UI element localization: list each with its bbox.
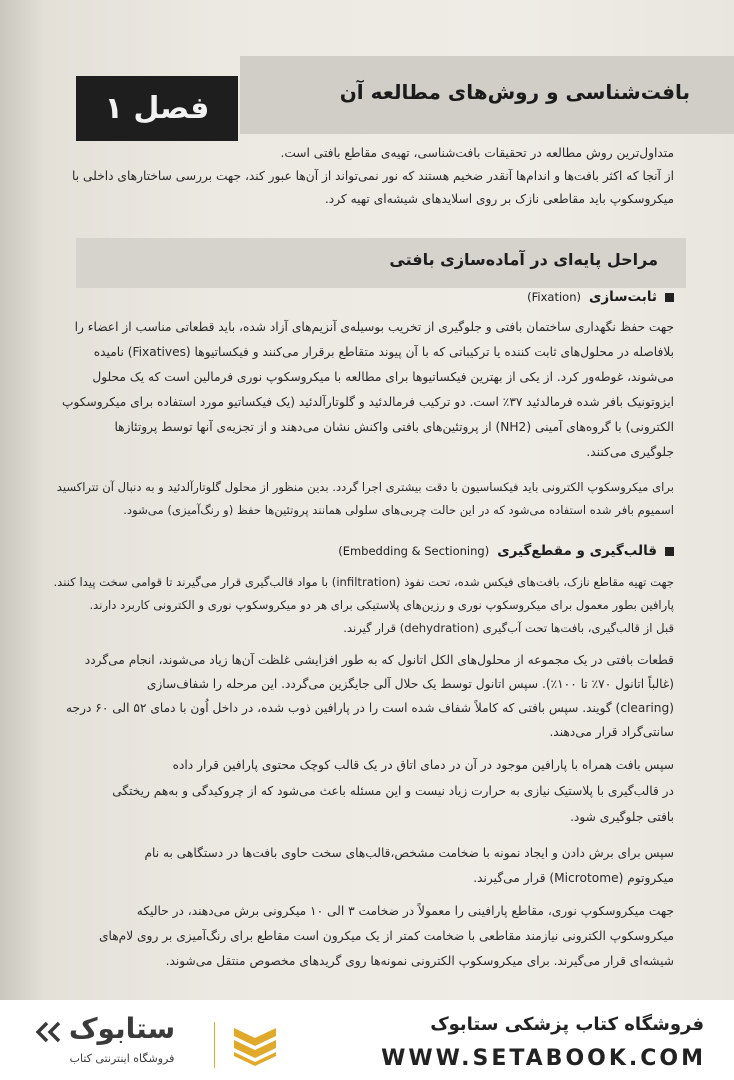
embedding-heading-text: قالب‌گیری و مقطع‌گیری: [497, 543, 657, 559]
fixation-heading-text: ثابت‌سازی: [589, 289, 657, 305]
chevron-stack-logo-icon: [232, 1022, 278, 1066]
store-name: فروشگاه کتاب پزشکی ستابوک: [430, 1014, 704, 1035]
embedding-line: در قالب‌گیری با پلاستیک نیازی به حرارت زیاد نیست و این مسئله باعث می‌شود که از چروکیدگی و به‌هم ریختگی: [112, 784, 674, 798]
chapter-header-bar: [240, 56, 734, 134]
square-bullet-icon: [665, 293, 674, 302]
embedding-line: شیشه‌ای قرار می‌گیرند. برای میکروسکوپ الکترونی نمونه‌ها روی گریدهای مخصوص منتقل می‌شوند.: [165, 954, 674, 968]
embedding-line: (clearing) گویند. سپس بافتی که کاملاً شفاف شده است را در پارافین ذوب شده، در داخل اُون با دمای ۵۲ الی ۶۰ درجه: [66, 701, 674, 715]
embedding-line: قبل از قالب‌گیری، بافت‌ها تحت آب‌گیری (dehydration) قرار گیرند.: [343, 621, 674, 635]
fixation-heading: [527, 289, 674, 305]
embedding-line: جهت تهیه مقاطع نازک، بافت‌های فیکس شده، تحت نفوذ (infiltration) با مواد قالب‌گیری قرار می‌گیرند تا قوامی سخت پیدا کنند.: [53, 575, 674, 589]
embedding-heading: [338, 543, 674, 559]
fixation-line: می‌شوند، غوطه‌ور کرد. از یکی از بهترین فیکساتیوها برای مطالعه با میکروسکوپ نوری فرمالین است که یک محلول: [92, 370, 674, 384]
intro-line: میکروسکوپ باید مقاطعی نازک بر روی اسلایدهای شیشه‌ای تهیه کرد.: [324, 192, 674, 206]
store-url[interactable]: WWW.SETABOOK.COM: [381, 1046, 706, 1071]
section-title: مراحل پایه‌ای در آماده‌سازی بافتی: [389, 250, 658, 269]
intro-line: از آنجا که اکثر بافت‌ها و اندام‌ها آنقدر ضخیم هستند که نور نمی‌تواند از آن‌ها عبور کند، جهت بررسی ساختارهای داخلی با: [72, 169, 674, 183]
embedding-line: سپس بافت همراه با پارافین موجود در آن در دمای اتاق در یک قالب کوچک محتوی پارافین قرار داده: [172, 758, 674, 772]
fixation-line: جلوگیری می‌کنند.: [586, 445, 674, 459]
chapter-label: فصل ۱: [104, 91, 210, 126]
chapter-label-box: [76, 76, 238, 141]
fixation-line: ایزوتونیک بافر شده فرمالدئید ۳۷٪ است. دو ترکیب فرمالدئید و گلوتارآلدئید (یک فیکساتیو مورد استفاده برای میکروسکوپ: [61, 395, 674, 409]
fixation-em-line: اسمیوم بافر شده استفاده می‌شود که در این حالت چربی‌های سلولی همانند پروتئین‌ها حفظ (و رنگ‌آمیزی) می‌شود.: [123, 503, 674, 517]
store-footer: [0, 1000, 734, 1080]
embedding-line: قطعات بافتی در یک مجموعه از محلول‌های الکل اتانول که به طور افزایشی غلظت آن‌ها زیاد می‌شوند، انجام می‌گردد: [84, 653, 674, 667]
embedding-line: سپس برای برش دادن و ایجاد نمونه با ضخامت مشخص،قالب‌های سخت حاوی بافت‌ها در دستگاهی به نام: [144, 846, 674, 860]
embedding-heading-latin: (Embedding & Sectioning): [338, 544, 490, 558]
intro-line: متداول‌ترین روش مطالعه در تحقیقات بافت‌شناسی، تهیه‌ی مقاطع بافتی است.: [280, 146, 674, 160]
embedding-line: سانتی‌گراد قرار می‌دهند.: [549, 725, 674, 739]
embedding-line: میکروتوم (Microtome) قرار می‌گیرند.: [473, 871, 674, 885]
logo-wordmark: ستابوک: [68, 1012, 176, 1045]
footer-divider: [214, 1022, 215, 1068]
embedding-line: جهت میکروسکوپ نوری، مقاطع پارافینی را معمولاً در ضخامت ۳ الی ۱۰ میکرونی برش می‌دهند، در حالیکه: [136, 904, 674, 918]
embedding-line: پارافین بطور معمول برای میکروسکوپ نوری و رزین‌های پلاستیکی برای هر دو میکروسکوپ نوری و الکترونی کاربرد دارند.: [89, 598, 674, 612]
fixation-em-line: برای میکروسکوپ الکترونی باید فیکساسیون با دقت بیشتری اجرا گردد. بدین منظور از محلول گلوتارآلدئید و به دنبال آن تتراکسید: [56, 480, 674, 494]
fixation-line: بلافاصله در محلول‌های ثابت کننده یا ترکیباتی که با آن پیوند متقاطع برقرار می‌کنند و فیکساتیوها (Fixatives) نامیده: [93, 345, 674, 359]
chapter-title: بافت‌شناسی و روش‌های مطالعه آن: [339, 80, 690, 104]
embedding-line: بافتی جلوگیری شود.: [570, 810, 674, 824]
square-bullet-icon: [665, 547, 674, 556]
fixation-heading-latin: (Fixation): [527, 290, 581, 304]
section-header-bar: [76, 238, 686, 288]
logo-subtext: فروشگاه اینترنتی کتاب: [69, 1052, 175, 1065]
embedding-line: میکروسکوپ الکترونی نیازمند مقاطعی با ضخامت کمتر از یک میکرون است مقاطع برای رنگ‌آمیزی بر روی لام‌های: [98, 929, 674, 943]
fixation-line: الکترونی) با گروه‌های آمینی (NH2) از پروتئین‌های بافتی واکنش نشان می‌دهند و از تجزیه‌ی آنها توسط پروتئازها: [114, 420, 674, 434]
embedding-line: (غالباً اتانول ۷۰٪ تا ۱۰۰٪). سپس اتانول توسط یک حلال آلی جایگزین می‌گردد. این مرحله را شفاف‌سازی: [146, 677, 674, 691]
fixation-line: جهت حفظ نگهداری ساختمان بافتی و جلوگیری از تخریب بوسیله‌ی آنزیم‌های آزاد شده، باید قطعاتی مناسب از اعضاء را: [74, 320, 674, 334]
